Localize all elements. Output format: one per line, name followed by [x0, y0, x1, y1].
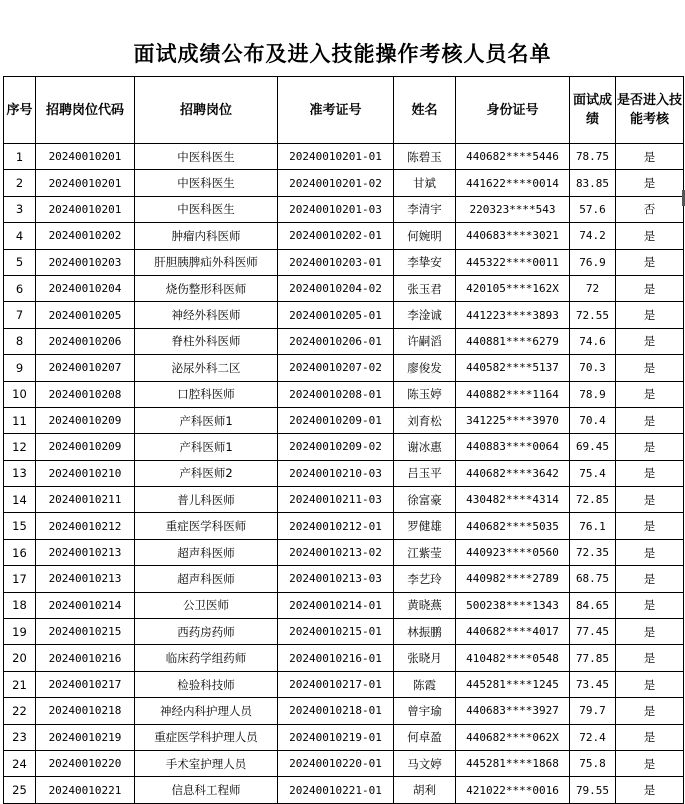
- cell-id: 440883****0064: [456, 434, 570, 460]
- cell-no: 19: [4, 619, 36, 645]
- cell-no: 24: [4, 750, 36, 776]
- cell-no: 11: [4, 407, 36, 433]
- cell-id: 445281****1868: [456, 750, 570, 776]
- cell-post-code: 20240010220: [36, 750, 135, 776]
- cell-id: 500238****1343: [456, 592, 570, 618]
- cell-score: 79.55: [570, 777, 616, 803]
- cell-post: 临床药学组药师: [135, 645, 278, 671]
- cell-post-code: 20240010216: [36, 645, 135, 671]
- header-id: 身份证号: [456, 77, 570, 144]
- cell-score: 77.45: [570, 619, 616, 645]
- cell-pass: 是: [616, 302, 684, 328]
- cell-score: 72.35: [570, 539, 616, 565]
- cell-score: 72.4: [570, 724, 616, 750]
- cell-ticket: 20240010213-02: [278, 539, 394, 565]
- cell-pass: 是: [616, 407, 684, 433]
- cell-id: 440682****4017: [456, 619, 570, 645]
- cell-pass: 是: [616, 434, 684, 460]
- header-post-code: 招聘岗位代码: [36, 77, 135, 144]
- cell-post-code: 20240010219: [36, 724, 135, 750]
- cell-no: 15: [4, 513, 36, 539]
- cell-name: 李挚安: [394, 249, 456, 275]
- cell-name: 陈玉婷: [394, 381, 456, 407]
- cell-name: 陈碧玉: [394, 144, 456, 170]
- cell-post-code: 20240010218: [36, 698, 135, 724]
- table-row: [4, 777, 684, 803]
- cell-no: 10: [4, 381, 36, 407]
- cell-no: 7: [4, 302, 36, 328]
- table-row: [4, 302, 684, 328]
- cell-post: 超声科医师: [135, 539, 278, 565]
- cell-post: 检验科技师: [135, 671, 278, 697]
- cell-post: 神经内科护理人员: [135, 698, 278, 724]
- cell-no: 18: [4, 592, 36, 618]
- cell-name: 李清宇: [394, 196, 456, 222]
- cell-post: 口腔科医师: [135, 381, 278, 407]
- cell-ticket: 20240010220-01: [278, 750, 394, 776]
- table-row: [4, 170, 684, 196]
- cell-post-code: 20240010207: [36, 355, 135, 381]
- cell-post: 西药房药师: [135, 619, 278, 645]
- cell-pass: 是: [616, 566, 684, 592]
- cell-post-code: 20240010201: [36, 170, 135, 196]
- cell-pass: 是: [616, 355, 684, 381]
- cell-ticket: 20240010203-01: [278, 249, 394, 275]
- cell-name: 胡利: [394, 777, 456, 803]
- cell-no: 14: [4, 487, 36, 513]
- cell-id: 440881****6279: [456, 328, 570, 354]
- cell-name: 吕玉平: [394, 460, 456, 486]
- cell-id: 445322****0011: [456, 249, 570, 275]
- cell-post: 中医科医生: [135, 170, 278, 196]
- cell-pass: 是: [616, 460, 684, 486]
- cell-no: 9: [4, 355, 36, 381]
- cell-post-code: 20240010209: [36, 434, 135, 460]
- cell-ticket: 20240010206-01: [278, 328, 394, 354]
- cell-score: 75.8: [570, 750, 616, 776]
- table-row: [4, 671, 684, 697]
- cell-id: 440682****5035: [456, 513, 570, 539]
- cell-id: 440682****3642: [456, 460, 570, 486]
- cell-score: 72.85: [570, 487, 616, 513]
- header-pass: 是否进入技能考核: [616, 77, 684, 144]
- cell-no: 13: [4, 460, 36, 486]
- cell-no: 16: [4, 539, 36, 565]
- cell-name: 许嗣滔: [394, 328, 456, 354]
- table-row: [4, 460, 684, 486]
- table-row: [4, 592, 684, 618]
- cell-id: 440882****1164: [456, 381, 570, 407]
- cell-pass: 是: [616, 592, 684, 618]
- cell-score: 72: [570, 275, 616, 301]
- cell-post-code: 20240010205: [36, 302, 135, 328]
- cell-id: 440982****2789: [456, 566, 570, 592]
- cell-name: 李艺玲: [394, 566, 456, 592]
- cell-id: 440683****3927: [456, 698, 570, 724]
- cell-post: 肝胆胰脾疝外科医师: [135, 249, 278, 275]
- cell-pass: 是: [616, 619, 684, 645]
- cell-name: 陈霞: [394, 671, 456, 697]
- cell-pass: 是: [616, 777, 684, 803]
- cell-ticket: 20240010201-01: [278, 144, 394, 170]
- cell-ticket: 20240010201-02: [278, 170, 394, 196]
- cell-ticket: 20240010204-02: [278, 275, 394, 301]
- cell-name: 江紫莹: [394, 539, 456, 565]
- cell-ticket: 20240010211-03: [278, 487, 394, 513]
- cell-pass: 是: [616, 724, 684, 750]
- cell-id: 440682****062X: [456, 724, 570, 750]
- cell-no: 21: [4, 671, 36, 697]
- cell-post: 神经外科医师: [135, 302, 278, 328]
- cell-score: 75.4: [570, 460, 616, 486]
- cell-id: 440683****3021: [456, 223, 570, 249]
- cell-id: 440923****0560: [456, 539, 570, 565]
- cell-no: 6: [4, 275, 36, 301]
- cell-pass: 否: [616, 196, 684, 222]
- cell-no: 25: [4, 777, 36, 803]
- cell-no: 2: [4, 170, 36, 196]
- cell-post: 中医科医生: [135, 144, 278, 170]
- cell-id: 445281****1245: [456, 671, 570, 697]
- cell-score: 84.65: [570, 592, 616, 618]
- cell-name: 刘育松: [394, 407, 456, 433]
- table-row: [4, 407, 684, 433]
- cell-ticket: 20240010213-03: [278, 566, 394, 592]
- cell-post-code: 20240010203: [36, 249, 135, 275]
- cell-post: 重症医学科医师: [135, 513, 278, 539]
- cell-ticket: 20240010218-01: [278, 698, 394, 724]
- cell-name: 马文婷: [394, 750, 456, 776]
- cell-ticket: 20240010219-01: [278, 724, 394, 750]
- cell-pass: 是: [616, 487, 684, 513]
- cell-id: 420105****162X: [456, 275, 570, 301]
- table-row: [4, 698, 684, 724]
- table-row: [4, 645, 684, 671]
- cell-score: 68.75: [570, 566, 616, 592]
- table-row: [4, 566, 684, 592]
- results-table: [3, 76, 684, 804]
- table-row: [4, 144, 684, 170]
- cell-post-code: 20240010201: [36, 144, 135, 170]
- cell-id: 220323****543: [456, 196, 570, 222]
- cell-id: 441622****0014: [456, 170, 570, 196]
- cell-post-code: 20240010217: [36, 671, 135, 697]
- cell-score: 74.2: [570, 223, 616, 249]
- cell-post: 手术室护理人员: [135, 750, 278, 776]
- cell-name: 张晓月: [394, 645, 456, 671]
- cell-ticket: 20240010214-01: [278, 592, 394, 618]
- cell-post-code: 20240010211: [36, 487, 135, 513]
- cell-ticket: 20240010217-01: [278, 671, 394, 697]
- cell-ticket: 20240010215-01: [278, 619, 394, 645]
- table-header-row: [4, 77, 684, 144]
- cell-id: 341225****3970: [456, 407, 570, 433]
- cell-score: 77.85: [570, 645, 616, 671]
- cell-ticket: 20240010221-01: [278, 777, 394, 803]
- cell-post-code: 20240010208: [36, 381, 135, 407]
- cell-name: 廖俊发: [394, 355, 456, 381]
- table-row: [4, 223, 684, 249]
- cell-id: 421022****0016: [456, 777, 570, 803]
- cell-id: 410482****0548: [456, 645, 570, 671]
- table-row: [4, 196, 684, 222]
- table-row: [4, 249, 684, 275]
- cell-ticket: 20240010207-02: [278, 355, 394, 381]
- cell-no: 8: [4, 328, 36, 354]
- cell-pass: 是: [616, 249, 684, 275]
- cell-ticket: 20240010209-02: [278, 434, 394, 460]
- cell-no: 20: [4, 645, 36, 671]
- cell-ticket: 20240010210-03: [278, 460, 394, 486]
- cell-no: 17: [4, 566, 36, 592]
- cell-name: 谢冰惠: [394, 434, 456, 460]
- cell-post-code: 20240010221: [36, 777, 135, 803]
- cell-score: 69.45: [570, 434, 616, 460]
- cell-post: 产科医师1: [135, 434, 278, 460]
- cell-score: 83.85: [570, 170, 616, 196]
- table-row: [4, 434, 684, 460]
- cell-post-code: 20240010210: [36, 460, 135, 486]
- cell-post: 信息科工程师: [135, 777, 278, 803]
- header-score: 面试成绩: [570, 77, 616, 144]
- cell-ticket: 20240010208-01: [278, 381, 394, 407]
- cell-score: 76.1: [570, 513, 616, 539]
- cell-post: 普儿科医师: [135, 487, 278, 513]
- table-row: [4, 328, 684, 354]
- cell-post: 脊柱外科医师: [135, 328, 278, 354]
- cell-score: 78.75: [570, 144, 616, 170]
- cell-pass: 是: [616, 275, 684, 301]
- cell-post: 泌尿外科二区: [135, 355, 278, 381]
- cell-pass: 是: [616, 381, 684, 407]
- cell-ticket: 20240010202-01: [278, 223, 394, 249]
- cell-post: 烧伤整形科医师: [135, 275, 278, 301]
- cell-score: 70.3: [570, 355, 616, 381]
- cell-ticket: 20240010201-03: [278, 196, 394, 222]
- table-row: [4, 513, 684, 539]
- cell-post: 中医科医生: [135, 196, 278, 222]
- cell-pass: 是: [616, 698, 684, 724]
- cell-pass: 是: [616, 223, 684, 249]
- cell-no: 1: [4, 144, 36, 170]
- table-row: [4, 619, 684, 645]
- cell-ticket: 20240010216-01: [278, 645, 394, 671]
- cell-post-code: 20240010213: [36, 566, 135, 592]
- cell-pass: 是: [616, 750, 684, 776]
- cell-post-code: 20240010206: [36, 328, 135, 354]
- cell-name: 甘斌: [394, 170, 456, 196]
- cell-id: 441223****3893: [456, 302, 570, 328]
- cell-name: 罗健雄: [394, 513, 456, 539]
- table-row: [4, 724, 684, 750]
- cell-pass: 是: [616, 328, 684, 354]
- cell-post: 公卫医师: [135, 592, 278, 618]
- cell-ticket: 20240010209-01: [278, 407, 394, 433]
- cell-name: 何婉明: [394, 223, 456, 249]
- table-row: [4, 487, 684, 513]
- cell-id: 430482****4314: [456, 487, 570, 513]
- cell-score: 72.55: [570, 302, 616, 328]
- cell-post-code: 20240010215: [36, 619, 135, 645]
- cell-score: 78.9: [570, 381, 616, 407]
- cell-post-code: 20240010214: [36, 592, 135, 618]
- cell-no: 5: [4, 249, 36, 275]
- cell-post: 产科医师1: [135, 407, 278, 433]
- cell-id: 440582****5137: [456, 355, 570, 381]
- cell-name: 徐富豪: [394, 487, 456, 513]
- cell-name: 曾宇瑜: [394, 698, 456, 724]
- table-row: [4, 539, 684, 565]
- cell-no: 4: [4, 223, 36, 249]
- cell-post-code: 20240010212: [36, 513, 135, 539]
- cell-post-code: 20240010209: [36, 407, 135, 433]
- cell-pass: 是: [616, 144, 684, 170]
- cell-name: 李淦诚: [394, 302, 456, 328]
- cell-no: 23: [4, 724, 36, 750]
- cell-name: 何卓盈: [394, 724, 456, 750]
- cell-score: 79.7: [570, 698, 616, 724]
- header-ticket: 准考证号: [278, 77, 394, 144]
- cell-no: 22: [4, 698, 36, 724]
- cell-score: 73.45: [570, 671, 616, 697]
- cell-score: 76.9: [570, 249, 616, 275]
- header-no: 序号: [4, 77, 36, 144]
- cell-post: 重症医学科护理人员: [135, 724, 278, 750]
- header-name: 姓名: [394, 77, 456, 144]
- cell-post: 产科医师2: [135, 460, 278, 486]
- cell-score: 57.6: [570, 196, 616, 222]
- table-row: [4, 275, 684, 301]
- cell-pass: 是: [616, 645, 684, 671]
- cell-post-code: 20240010201: [36, 196, 135, 222]
- table-row: [4, 355, 684, 381]
- page-title: 面试成绩公布及进入技能操作考核人员名单: [133, 42, 552, 66]
- cell-score: 74.6: [570, 328, 616, 354]
- cell-no: 3: [4, 196, 36, 222]
- cell-post: 超声科医师: [135, 566, 278, 592]
- cell-score: 70.4: [570, 407, 616, 433]
- cell-ticket: 20240010212-01: [278, 513, 394, 539]
- table-row: [4, 381, 684, 407]
- cell-id: 440682****5446: [456, 144, 570, 170]
- cell-no: 12: [4, 434, 36, 460]
- cell-post-code: 20240010213: [36, 539, 135, 565]
- cell-pass: 是: [616, 170, 684, 196]
- table-row: [4, 750, 684, 776]
- cell-name: 林振鹏: [394, 619, 456, 645]
- cell-ticket: 20240010205-01: [278, 302, 394, 328]
- cell-pass: 是: [616, 513, 684, 539]
- cell-post-code: 20240010202: [36, 223, 135, 249]
- cell-name: 黄晓燕: [394, 592, 456, 618]
- cell-post-code: 20240010204: [36, 275, 135, 301]
- header-post: 招聘岗位: [135, 77, 278, 144]
- cell-pass: 是: [616, 671, 684, 697]
- cell-pass: 是: [616, 539, 684, 565]
- cell-name: 张玉君: [394, 275, 456, 301]
- cell-post: 肿瘤内科医师: [135, 223, 278, 249]
